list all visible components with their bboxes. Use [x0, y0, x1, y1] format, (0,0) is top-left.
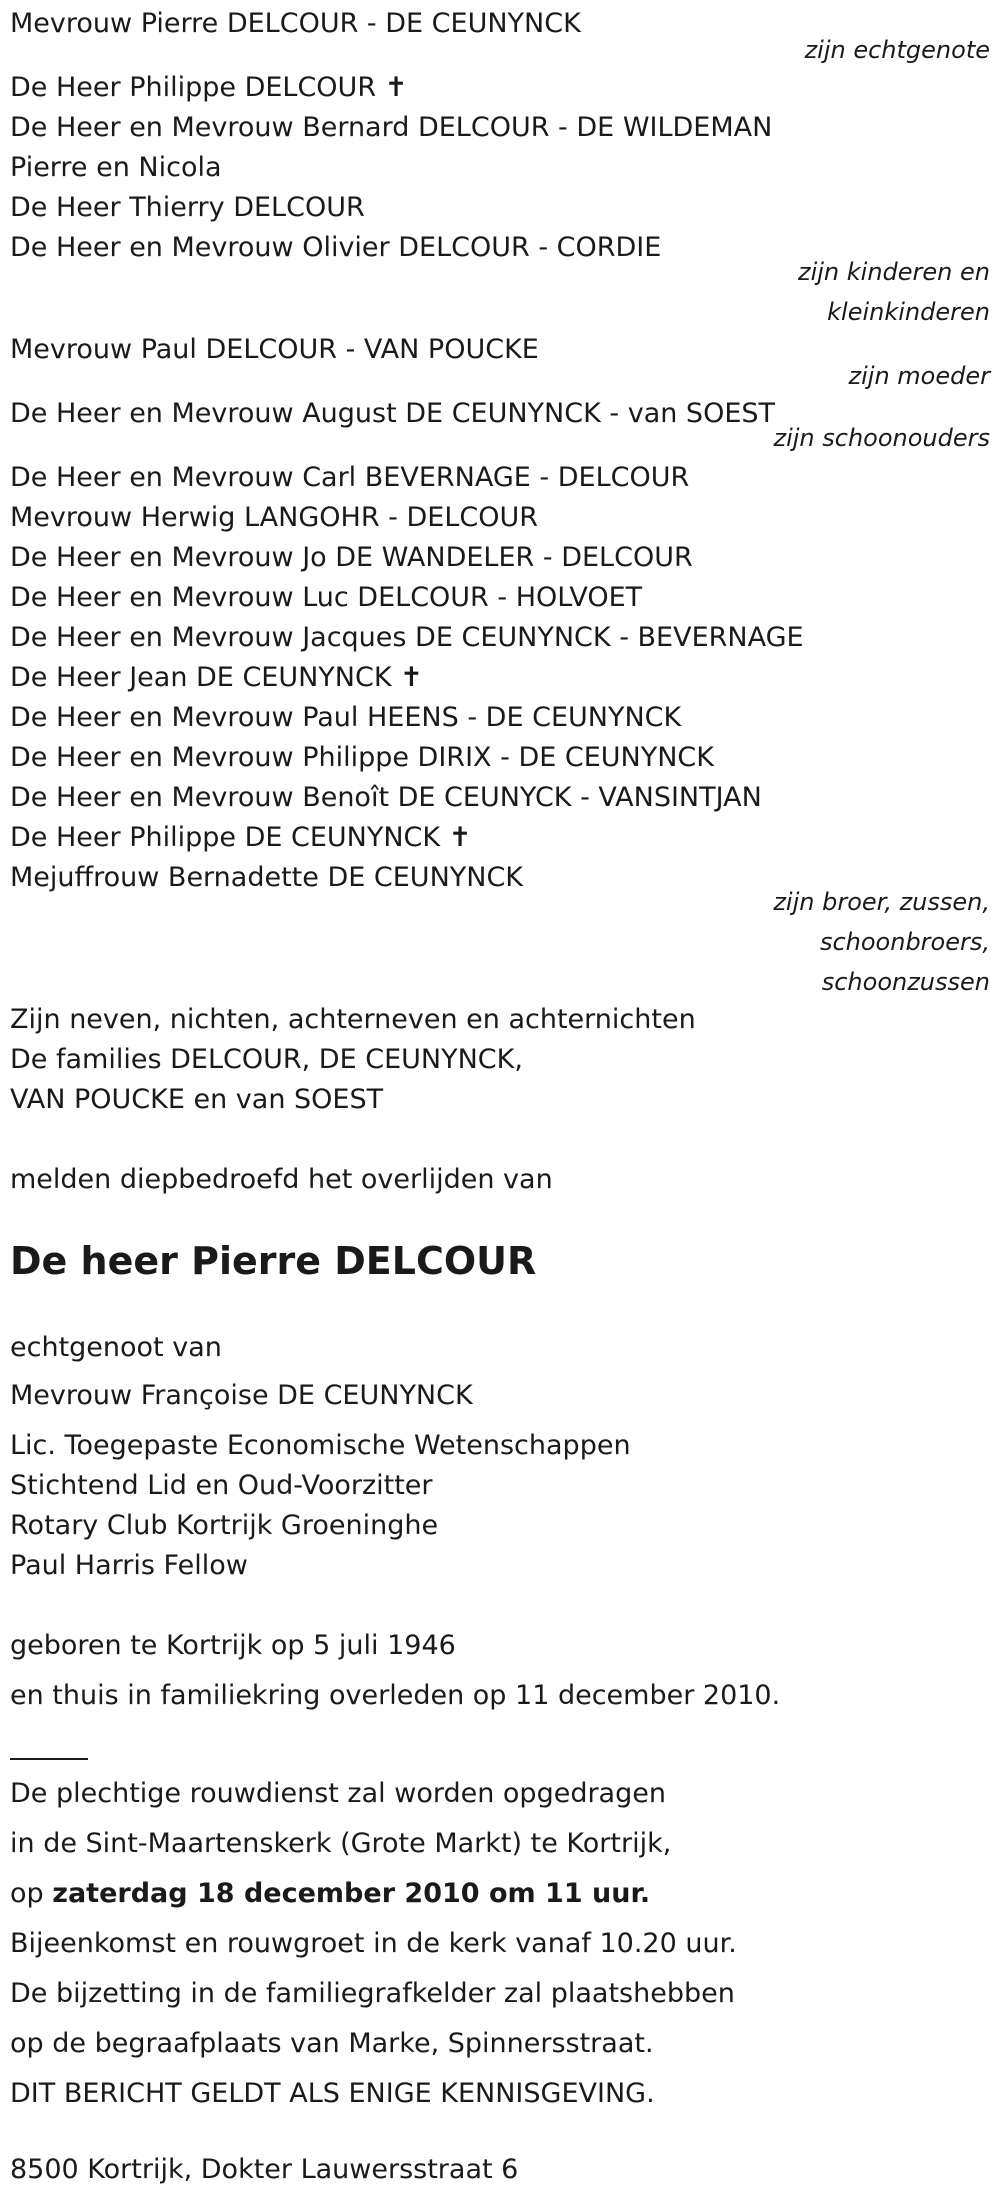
family-line-spouse: Mevrouw Pierre DELCOUR - DE CEUNYNCK	[10, 8, 581, 39]
service-line: De bijzetting in de familiegrafkelder zal plaatshebben	[10, 1978, 735, 2009]
family-line-grandchildren: Pierre en Nicola	[10, 152, 222, 183]
title-line: Stichtend Lid en Oud-Voorzitter	[10, 1470, 433, 1501]
service-line: op de begraafplaats van Marke, Spinnersstraat.	[10, 2028, 654, 2059]
extended-family-line: VAN POUCKE en van SOEST	[10, 1084, 384, 1115]
birth-line: geboren te Kortrijk op 5 juli 1946	[10, 1630, 456, 1661]
service-date-line: op zaterdag 18 december 2010 om 11 uur.	[10, 1878, 651, 1909]
relation-spouse: zijn echtgenote	[804, 36, 990, 64]
family-line-sibling: De Heer en Mevrouw Jacques DE CEUNYNCK - BEVERNAGE	[10, 622, 804, 653]
service-line: Bijeenkomst en rouwgroet in de kerk vanaf 10.20 uur.	[10, 1928, 737, 1959]
family-line-sibling: De Heer en Mevrouw Paul HEENS - DE CEUNYNCK	[10, 702, 682, 733]
family-line-sibling: De Heer Philippe DE CEUNYNCK ✝	[10, 822, 472, 853]
extended-family-line: Zijn neven, nichten, achterneven en achternichten	[10, 1004, 696, 1035]
relation-children: zijn kinderen en	[798, 258, 990, 286]
cross-icon: ✝	[448, 822, 472, 853]
relation-in-laws: zijn schoonouders	[773, 424, 990, 452]
title-line: Rotary Club Kortrijk Groeninghe	[10, 1510, 439, 1541]
relation-mother: zijn moeder	[848, 362, 990, 390]
family-line-child: De Heer Thierry DELCOUR	[10, 192, 365, 223]
spouse-label: echtgenoot van	[10, 1332, 222, 1363]
family-line-sibling: De Heer en Mevrouw Benoît DE CEUNYCK - VANSINTJAN	[10, 782, 762, 813]
family-line-sibling: De Heer en Mevrouw Carl BEVERNAGE - DELCOUR	[10, 462, 690, 493]
cross-icon: ✝	[400, 662, 423, 693]
extended-family-line: De families DELCOUR, DE CEUNYNCK,	[10, 1044, 523, 1075]
relation-siblings: schoonzussen	[821, 968, 990, 996]
family-line-child: De Heer en Mevrouw Bernard DELCOUR - DE WILDEMAN	[10, 112, 773, 143]
service-line: in de Sint-Maartenskerk (Grote Markt) te Kortrijk,	[10, 1828, 672, 1859]
address: 8500 Kortrijk, Dokter Lauwersstraat 6	[10, 2154, 519, 2185]
family-line-child: De Heer Philippe DELCOUR ✝	[10, 72, 408, 103]
spouse-name: Mevrouw Françoise DE CEUNYNCK	[10, 1380, 473, 1411]
deceased-name: De heer Pierre DELCOUR	[10, 1239, 537, 1283]
relation-siblings: zijn broer, zussen,	[773, 888, 990, 916]
family-line-sibling: Mejuffrouw Bernadette DE CEUNYNCK	[10, 862, 524, 893]
family-line-sibling: De Heer en Mevrouw Philippe DIRIX - DE CEUNYNCK	[10, 742, 714, 773]
relation-children: kleinkinderen	[827, 298, 990, 326]
title-line: Lic. Toegepaste Economische Wetenschappen	[10, 1430, 631, 1461]
cross-icon: ✝	[384, 72, 408, 103]
family-line-sibling: De Heer en Mevrouw Jo DE WANDELER - DELCOUR	[10, 542, 693, 573]
relation-siblings: schoonbroers,	[819, 928, 990, 956]
family-line-child: De Heer en Mevrouw Olivier DELCOUR - CORDIE	[10, 232, 662, 263]
family-line-sibling: Mevrouw Herwig LANGOHR - DELCOUR	[10, 502, 539, 533]
service-date: zaterdag 18 december 2010 om 11 uur.	[52, 1878, 651, 1909]
divider	[10, 1758, 88, 1760]
service-line: De plechtige rouwdienst zal worden opgedragen	[10, 1778, 666, 1809]
title-line: Paul Harris Fellow	[10, 1550, 248, 1581]
death-line: en thuis in familiekring overleden op 11 december 2010.	[10, 1680, 781, 1711]
family-line-in-laws: De Heer en Mevrouw August DE CEUNYNCK - van SOEST	[10, 398, 776, 429]
notice-line: DIT BERICHT GELDT ALS ENIGE KENNISGEVING.	[10, 2078, 655, 2109]
announcement: melden diepbedroefd het overlijden van	[10, 1164, 553, 1195]
family-line-sibling: De Heer Jean DE CEUNYNCK ✝	[10, 662, 423, 693]
family-line-mother: Mevrouw Paul DELCOUR - VAN POUCKE	[10, 334, 539, 365]
family-line-sibling: De Heer en Mevrouw Luc DELCOUR - HOLVOET	[10, 582, 643, 613]
